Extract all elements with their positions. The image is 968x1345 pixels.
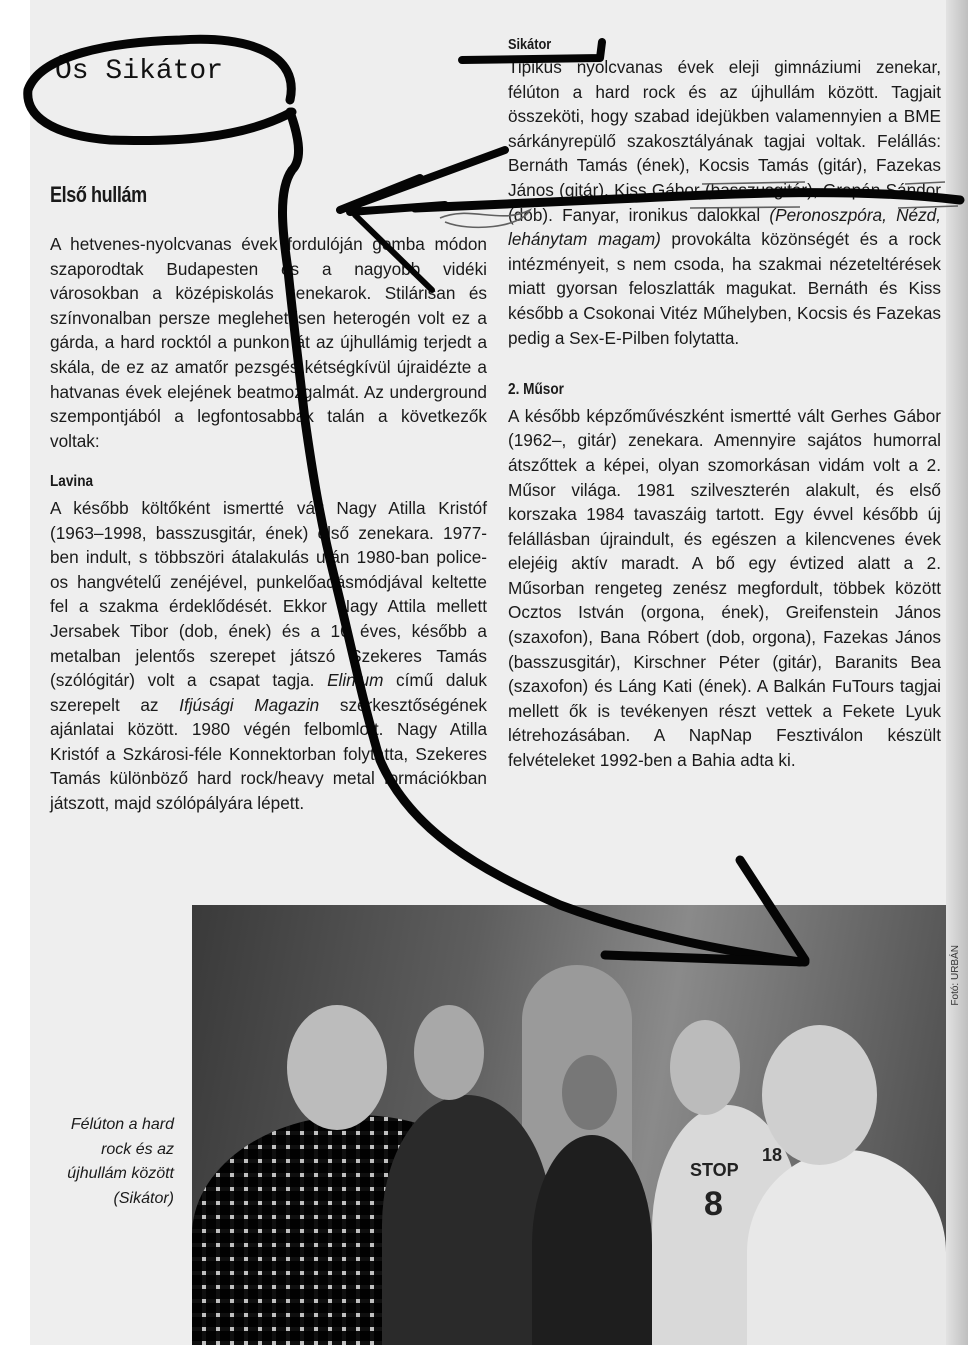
band-member-5-head: [762, 1025, 877, 1165]
sikator-text-2: provokálta közönségét és a rock intézményeit, s nem csoda, ha szakmai nézeteltérések miatt gyorsan feloszlatták magukat. Bernáth és Kiss később a Csokonai Vitéz Műhelyben, Kocsis és Fazekas pedig a Sex-E-Pilben folytatta.: [508, 229, 941, 348]
sikator-text-1: Tipikus nyolcvanas évek eleji gimnáziumi zenekar, félúton a hard rock és az újhullám között. Tagjait összeköti, hogy szabad idejükben valamennyien a BME sárkányrepülő szakosztályának tagjai voltak. Felállás: Bernáth Tamás (ének), Kocsis Tamás (gitár), Fazekas János (gitár), Kiss Gábor (basszusgitár), Grepán Sándor (dob). Fanyar, ironikus dalokkal: [508, 57, 941, 225]
intro-paragraph: A hetvenes-nyolcvanas évek fordulóján gomba módon szaporodtak Budapesten és a nagyobb vidéki városokban a középiskolás zenekarok. Stilárisan és színvonalban persze meglehetősen heterogén volt ez a gárda, a hard rocktól a punkon át az újhullámig terjedt a skála, de ez az amatőr pezsgés kétségkívül újraidézte a hatvanas évek elejének beatmozgalmát. Az underground szempontjából a legfontosabbak talán a következők voltak:: [50, 234, 487, 451]
sikator-song-titles: (Peronoszpóra, Nézd, lehánytam magam): [508, 204, 941, 250]
band-member-3: [532, 1135, 652, 1345]
shirt-number: 8: [704, 1185, 723, 1223]
left-column: [50, 232, 487, 816]
sikator-title: Sikátor: [508, 36, 552, 53]
photo-caption: Félúton a hard rock és az újhullám között (Sikátor): [67, 1116, 174, 1207]
lavina-magazine-title: Ifjúsági Magazin: [179, 694, 320, 715]
band-member-4-head: [670, 1020, 740, 1115]
marker-arrow-head-left: [340, 150, 505, 212]
band-member-5: [747, 1150, 946, 1345]
band-member-2-head: [414, 1005, 484, 1100]
lavina-paragraph: [50, 496, 487, 816]
section-heading: Első hullám: [50, 182, 147, 207]
right-column: [508, 35, 941, 773]
shirt-text: STOP: [690, 1160, 739, 1180]
sleeve-number: 18: [762, 1145, 783, 1165]
lavina-text-2: című daluk szerepelt az: [50, 670, 488, 715]
lavina-text-1: A később költőként ismertté vált Nagy Atilla Kristóf (1963–1998, basszusgitár, ének) első zenekara. 1977-ben indult, s többszöri átalakulás után 1980-ban police-os hangvételű zenéjével, punkelőadásmódjával keltette fel a szakma érdeklődését. Ekkor Nagy Attila mellett Jersabek Tibor (dob, ének) és a 16 éves, később a metalban jelentős szerepet játszó Szekeres Tamás (szólógitár) volt a csapat tagja.: [50, 497, 487, 691]
photo-credit: Fotó: URBÁN: [950, 945, 961, 1006]
band-member-1-head: [287, 1005, 387, 1130]
handwritten-title: Õs Sikátor: [55, 56, 224, 87]
musor-title: 2. Műsor: [508, 381, 564, 399]
lavina-text-3: szerkesztőségének ajánlatai között. 1980 végén felbomlott. Nagy Atilla Kristóf a Szkárosi-féle Konnektorban folytatta, Szekeres Tamás különböző hard rock/heavy metal formációkban játszott, majd szólópályára lépett.: [50, 694, 487, 814]
sikator-paragraph: [508, 55, 941, 350]
band-member-2: [382, 1095, 552, 1345]
lavina-song-title: Elinium: [327, 670, 384, 691]
lavina-title: Lavina: [50, 473, 94, 491]
band-photo: [192, 905, 946, 1345]
page-gutter: [0, 0, 30, 1345]
musor-paragraph: A később képzőművészként ismertté vált Gerhes Gábor (1962–, gitár) zenekara. Amennyire sajátos humorral átszőttek a képei, olyan szomorkásan vidám volt a 2. Műsor világa. 1981 szilveszterén alakult, és első korszaka 1984 tavaszáig tartott. Egy évvel később új felállásban újraindult, és egészen a kilencvenes évek elejéig aktív maradt. A bő egy évtized alatt a 2. Műsorban rengeteg zenész megfordult, többek között Ocztos István (orgona, ének), Greifenstein János (szaxofon), Bana Róbert (dob, orgona), Fazekas János (basszusgitár), Kirschner Péter (gitár), Baranits Bea (szaxofon) és Láng Kati (ének). A Balkán FuTours tagjai mellett ők is tevékenyen részt vettek a Fekete Lyuk létrehozásában. A NapNap Fesztiválon készült felvételeket 1992-ben a Bahia adta ki.: [508, 405, 941, 771]
page-fold-shadow: [946, 0, 968, 1345]
marker-circle: [28, 39, 292, 140]
band-member-3-head: [562, 1055, 617, 1130]
